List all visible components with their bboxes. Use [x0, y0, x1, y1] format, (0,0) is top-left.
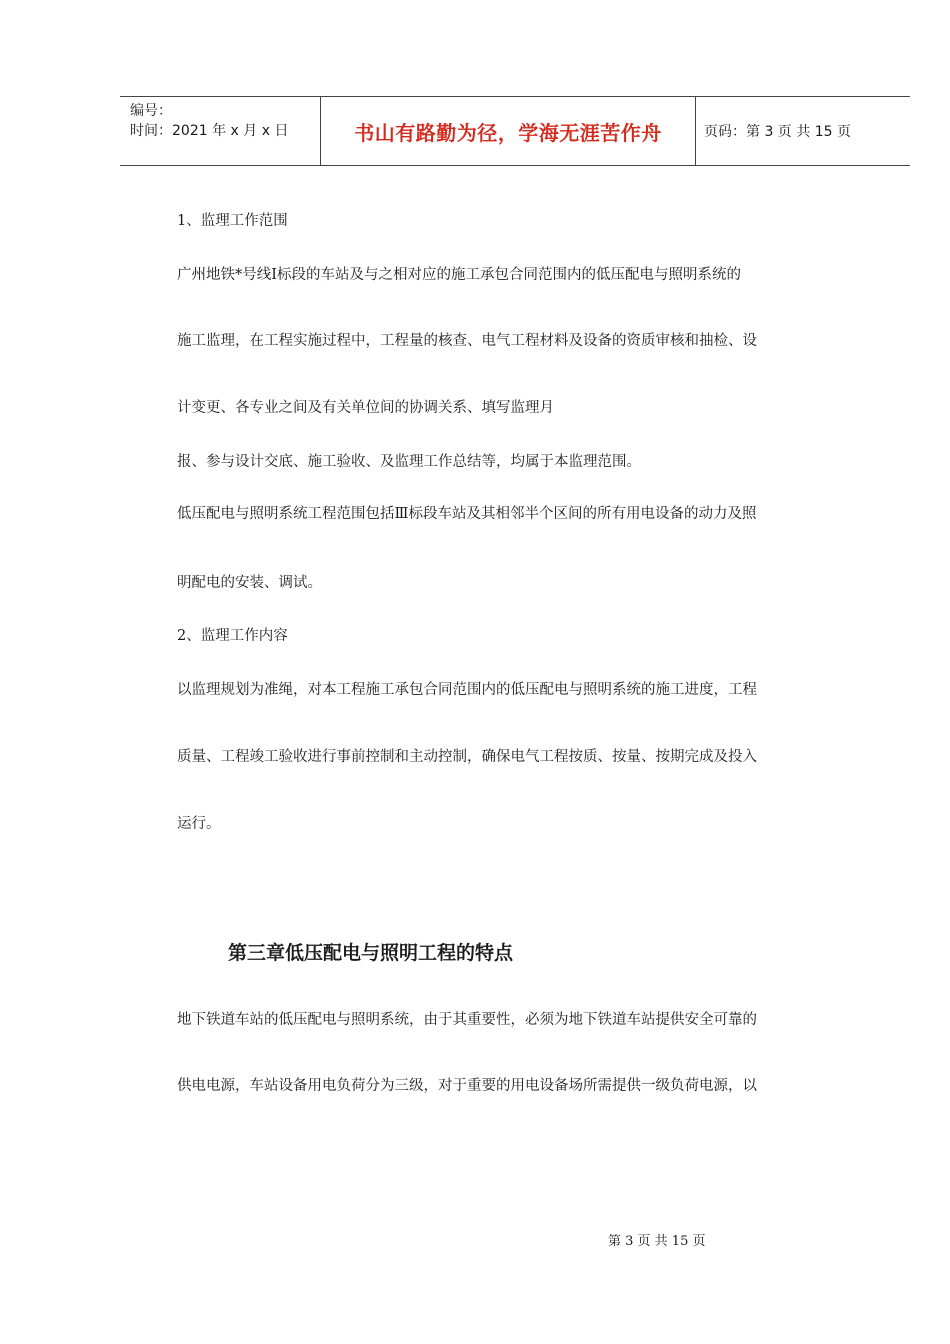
body-line: 广州地铁*号线Ⅰ标段的车站及与之相对应的施工承包合同范围内的低压配电与照明系统的 — [177, 267, 741, 283]
body-line: 计变更、各专业之间及有关单位间的协调关系、填写监理月 — [177, 400, 554, 416]
body-line: 明配电的安装、调试。 — [177, 575, 322, 591]
body-line: 质量、工程竣工验收进行事前控制和主动控制，确保电气工程按质、按量、按期完成及投入 — [177, 749, 757, 765]
section-heading-scope: 1、监理工作范围 — [177, 213, 288, 229]
footer-page-number: 第 3 页 共 15 页 — [608, 1234, 706, 1249]
body-line: 施工监理，在工程实施过程中，工程量的核查、电气工程材料及设备的资质审核和抽检、设 — [177, 333, 757, 349]
header-meta — [130, 101, 320, 141]
body-line: 地下铁道车站的低压配电与照明系统，由于其重要性，必须为地下铁道车站提供安全可靠的 — [177, 1012, 757, 1028]
body-line: 供电电源，车站设备用电负荷分为三级，对于重要的用电设备场所需提供一级负荷电源，以 — [177, 1078, 757, 1094]
number-label: 编号： — [130, 103, 172, 119]
header-motto: 书山有路勤为径，学海无涯苦作舟 — [354, 120, 662, 145]
body-line: 报、参与设计交底、施工验收、及监理工作总结等，均属于本监理范围。 — [177, 454, 641, 470]
chapter-title: 第三章低压配电与照明工程的特点 — [228, 942, 514, 964]
body-line: 运行。 — [177, 816, 221, 832]
header-page-info: 页码：第 3 页 共 15 页 — [704, 124, 851, 140]
section-heading-content: 2、监理工作内容 — [177, 628, 288, 644]
body-line: 以监理规划为准绳，对本工程施工承包合同范围内的低压配电与照明系统的施工进度，工程 — [177, 682, 757, 698]
header-divider — [695, 97, 696, 165]
body-line: 低压配电与照明系统工程范围包括Ⅲ标段车站及其相邻半个区间的所有用电设备的动力及照 — [177, 506, 757, 522]
page-header — [120, 96, 910, 166]
time-label: 时间：2021 年 x 月 x 日 — [130, 123, 289, 139]
